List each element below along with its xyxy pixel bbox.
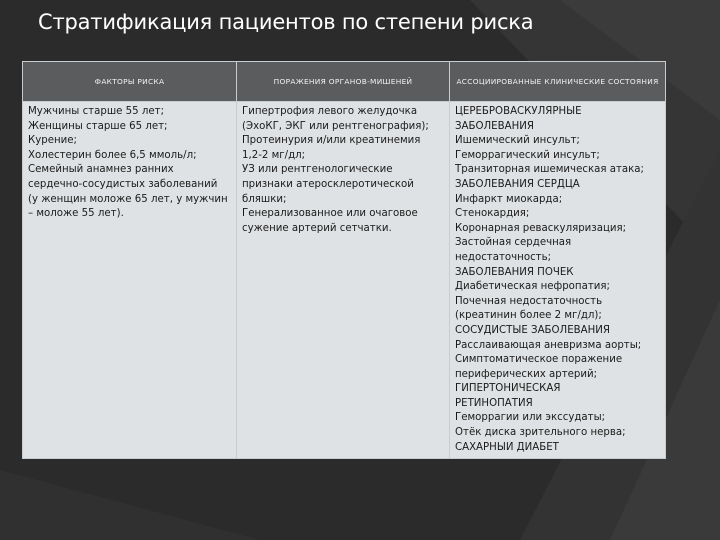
header-risk-factors: ФАКТОРЫ РИСКА [23,62,237,102]
organ-damage-line: признаки атеросклеротической [242,178,414,190]
organ-damage-line: сужение артерий сетчатки. [242,222,392,234]
organ-damage-line: Генерализованное или очаговое [242,208,418,220]
cell-associated-conditions [450,102,666,459]
header-associated-conditions: АССОЦИИРОВАННЫЕ КЛИНИЧЕСКИЕ СОСТОЯНИЯ [450,62,666,102]
cell-risk-factors [23,102,237,459]
risk-factor-line: Холестерин более 6,5 ммоль/л; [28,149,197,161]
organ-damage-line: 1,2-2 мг/дл; [242,149,306,161]
risk-factor-line: Семейный анамнез ранних [28,164,174,176]
page-title: Стратификация пациентов по степени риска [38,10,534,34]
risk-factor-line: Мужчины старше 55 лет; [28,106,164,117]
condition-line: ЦЕРЕБРОВАСКУЛЯРНЫЕ [455,106,582,117]
condition-line: Диабетическая нефропатия; [455,281,610,293]
condition-line: Инфаркт миокарда; [455,193,563,205]
cell-target-organ-damage [237,102,450,459]
condition-line: Стенокардия; [455,208,530,220]
risk-factor-line: Курение; [28,135,77,147]
condition-line: Расслаивающая аневризма аорты; [455,339,642,351]
organ-damage-line: (ЭхоКГ, ЭКГ или рентгенография); [242,120,429,132]
condition-line: РЕТИНОПАТИЯ [455,397,533,409]
condition-line: Почечная недостаточность [455,295,603,307]
organ-damage-line: Протеинурия и/или креатинемия [242,135,421,147]
header-target-organ-damage: ПОРАЖЕНИЯ ОРГАНОВ-МИШЕНЕЙ [237,62,450,102]
condition-line: ЗАБОЛЕВАНИЯ СЕРДЦА [455,178,580,190]
condition-line: Коронарная реваскуляризация; [455,222,627,234]
condition-line: ГИПЕРТОНИЧЕСКАЯ [455,383,561,395]
condition-line: периферических артерий; [455,368,598,380]
condition-line: (креатинин более 2 мг/дл); [455,310,602,322]
condition-line: Ишемический инсульт; [455,135,580,147]
condition-line: Застойная сердечная [455,237,572,249]
organ-damage-line: бляшки; [242,193,287,205]
table-header-row [23,62,666,102]
condition-line: Отёк диска зрительного нерва; [455,427,626,439]
condition-line: Геморрагии или экссудаты; [455,412,606,424]
condition-line: Геморрагический инсульт; [455,149,600,161]
risk-factor-line: (у женщин моложе 65 лет, у мужчин [28,193,228,205]
condition-line: Симптоматическое поражение [455,354,623,366]
condition-line: СОСУДИСТЫЕ ЗАБОЛЕВАНИЯ [455,324,610,336]
condition-line: ЗАБОЛЕВАНИЯ [455,120,534,132]
organ-damage-line: УЗ или рентгенологические [242,164,393,176]
risk-factor-line: – моложе 55 лет). [28,208,124,220]
risk-stratification-table [22,61,666,459]
condition-line: недостаточность; [455,251,552,263]
condition-line: ЗАБОЛЕВАНИЯ ПОЧЕК [455,266,574,278]
table-row [23,102,666,459]
risk-factor-line: сердечно-сосудистых заболеваний [28,178,218,190]
condition-line: Транзиторная ишемическая атака; [455,164,644,176]
organ-damage-line: Гипертрофия левого желудочка [242,106,418,117]
condition-line: САХАРНЫЙ ДИАБЕТ [455,441,559,453]
risk-factor-line: Женщины старше 65 лет; [28,120,168,132]
